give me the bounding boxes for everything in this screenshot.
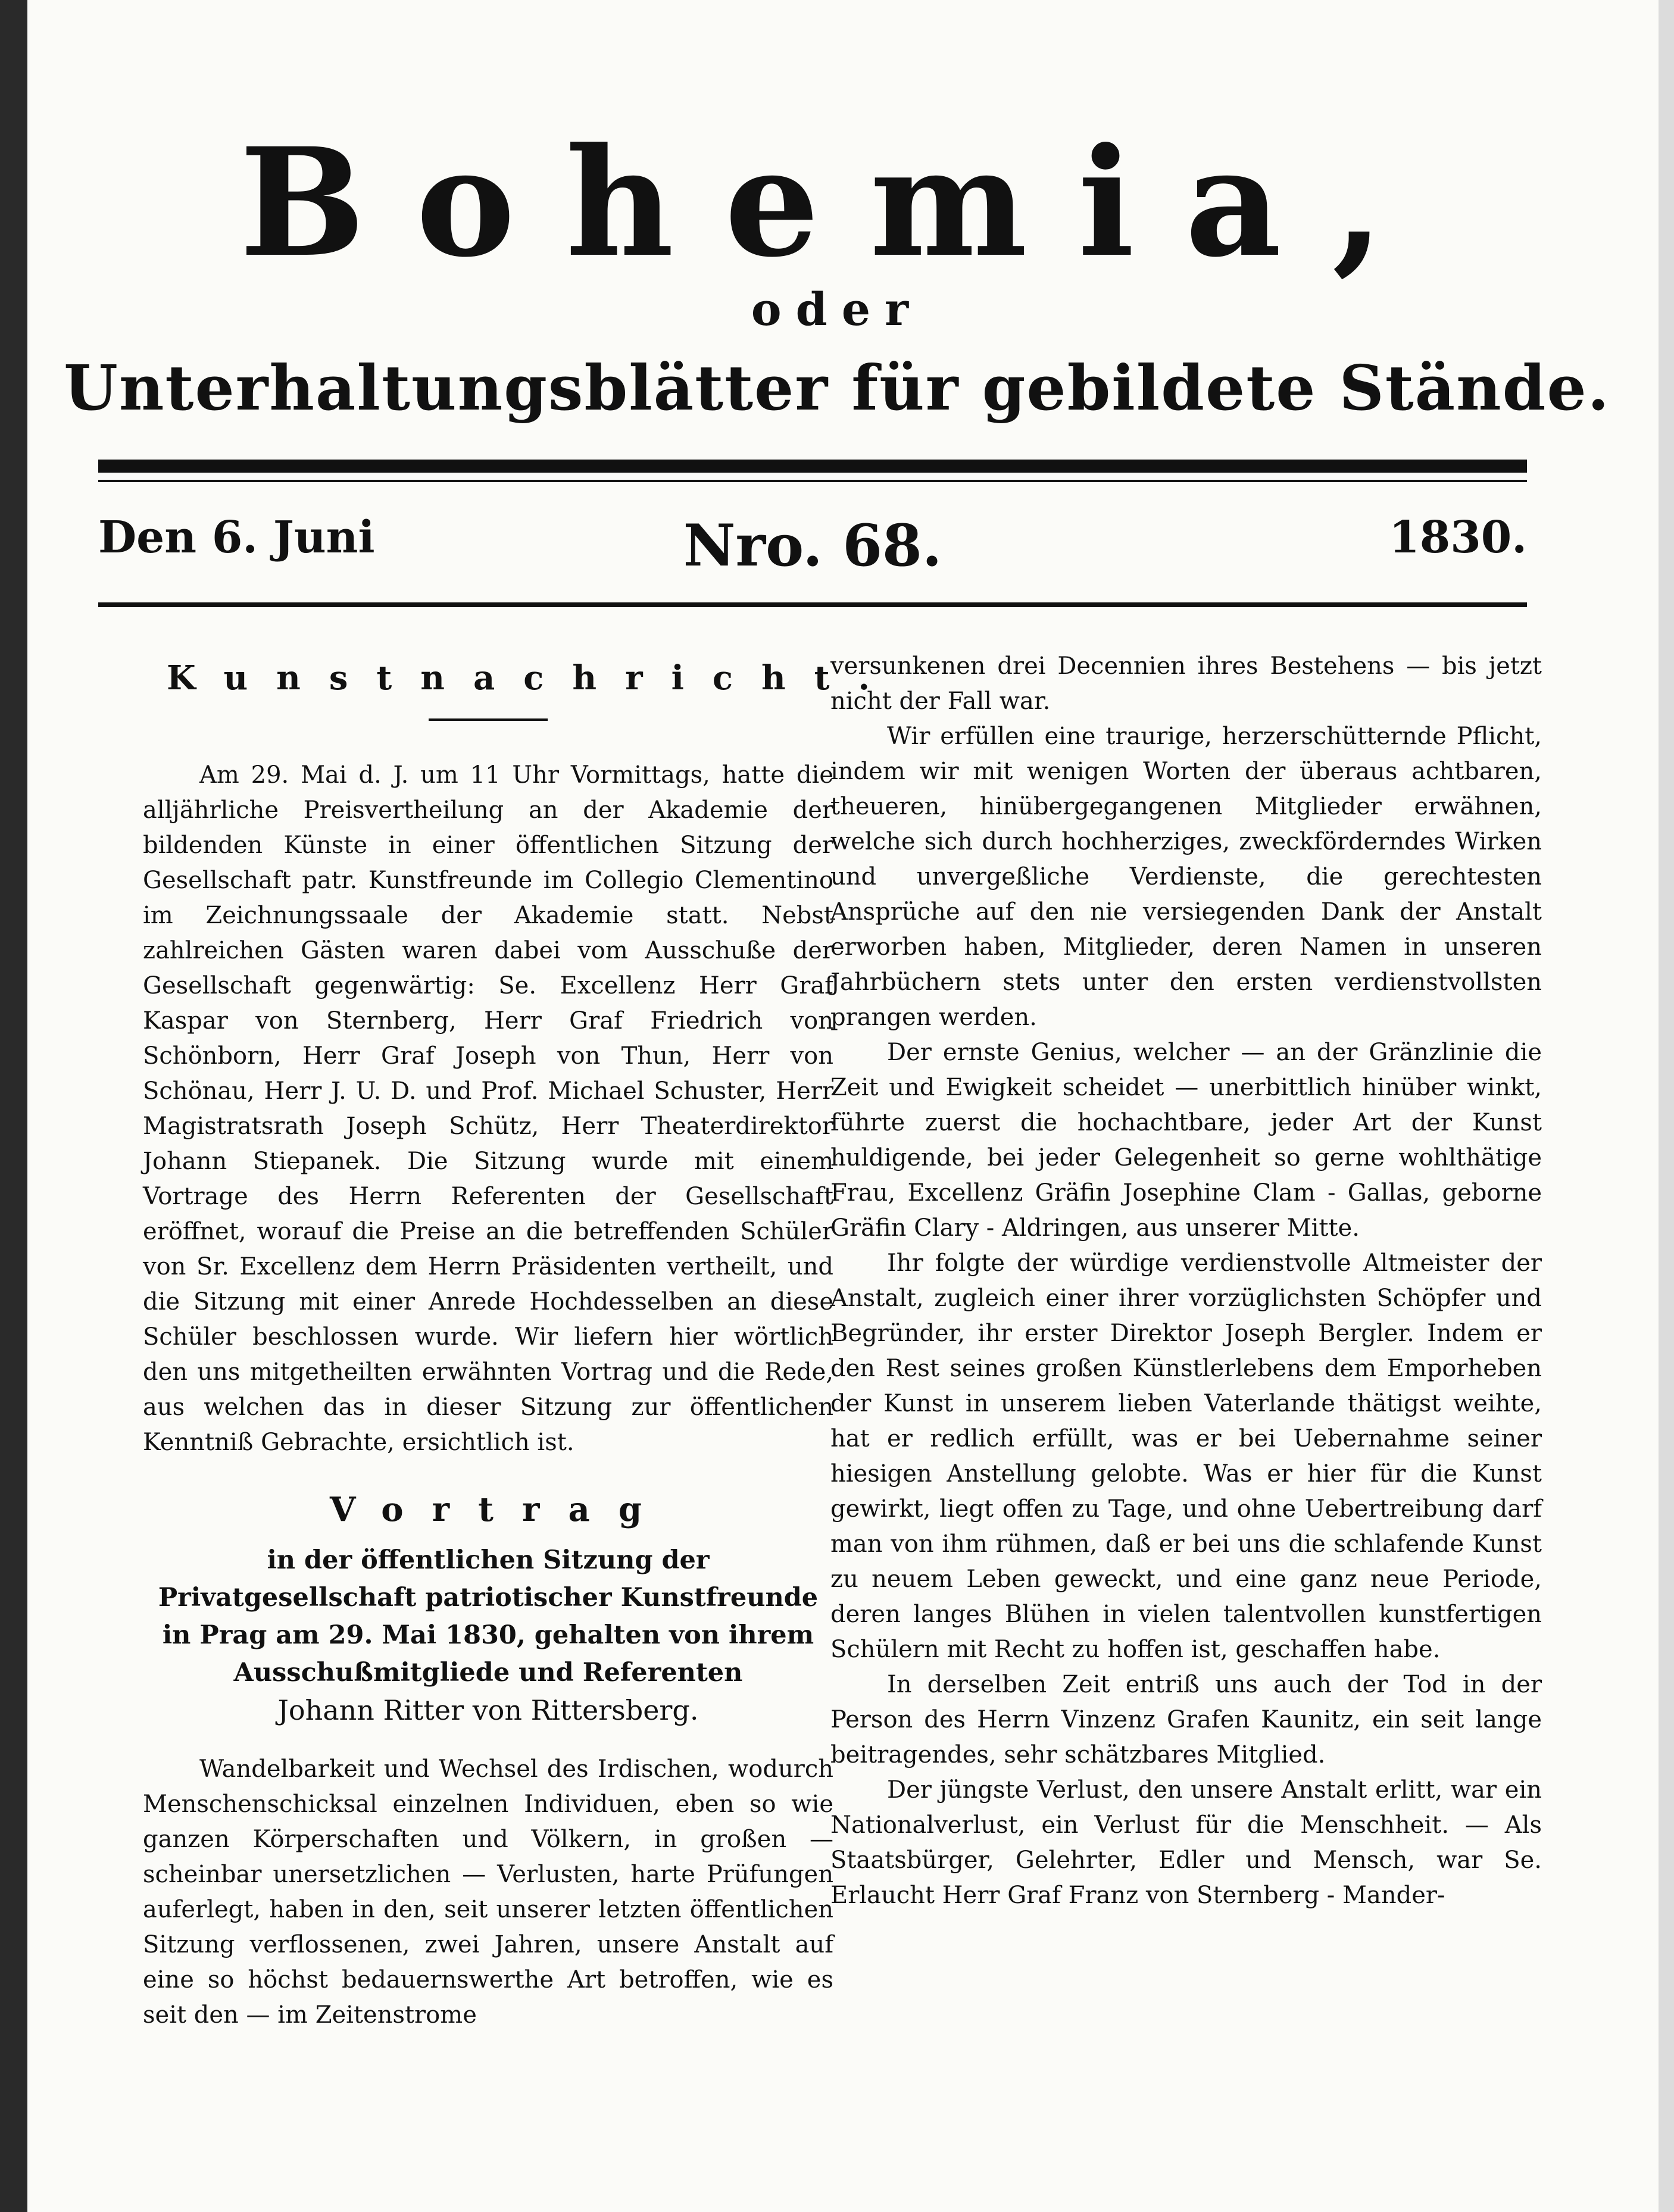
section-heading-kunstnachricht: Kunstnachricht. xyxy=(167,658,899,698)
vortrag-author: Johann Ritter von Rittersberg. xyxy=(277,1694,699,1726)
masthead-oder: oder xyxy=(751,283,923,336)
paragraph-continued: versunkenen drei Decennien ihres Bestehens — bis jetzt nicht der Fall war. xyxy=(830,652,1542,715)
masthead-title: Bohemia, xyxy=(239,115,1435,290)
paragraph: Wir erfüllen eine traurige, herzerschütternde Pflicht, indem wir mit wenigen Worten der überaus achtbaren, theueren, hinübergegangenen Mitglieder erwähnen, welche sich durch hochherziges, zweckförderndes Wirken und unvergeßliche Verdienste, die gerechtesten Ansprüche auf den nie versiegenden Dank der Anstalt erworben haben, Mitglieder, deren Namen in unseren Jahrbüchern stets unter den ersten verdienstvollsten prangen werden. xyxy=(830,723,1542,1031)
paragraph: In derselben Zeit entriß uns auch der Tod in der Person des Herrn Vinzenz Grafen Kaunitz, ein seit lange beitragendes, sehr schätzbares Mitglied. xyxy=(830,1671,1542,1769)
paragraph: Der ernste Genius, welcher — an der Gränzlinie die Zeit und Ewigkeit scheidet — unerbittlich hinüber winkt, führte zuerst die hochachtbare, jeder Art der Kunst huldigende, bei jeder Gelegenheit so gerne wohlthätige Frau, Excellenz Gräfin Josephine Clam - Gallas, geborne Gräfin Clary - Aldringen, aus unserer Mitte. xyxy=(830,1039,1542,1242)
vortrag-subtitle-text: in der öffentlichen Sitzung der Privatgesellschaft patriotischer Kunstfreunde in Prag am 29. Mai 1830, gehalten von ihrem Ausschußmitgliede und Referenten xyxy=(158,1545,819,1688)
issue-year: 1830. xyxy=(1389,512,1527,563)
dateline xyxy=(98,512,1527,577)
left-column xyxy=(143,649,899,2033)
vortrag-paragraph: Wandelbarkeit und Wechsel des Irdischen, wodurch Menschenschicksal einzelnen Individuen, eben so wie ganzen Körperschaften und Völkern, in großen — scheinbar unersetzlichen — Verlusten, harte Prüfungen auferlegt, haben in den, seit unserer letzten öffentlichen Sitzung verflossenen, zwei Jahren, unsere Anstalt auf eine so höchst bedauernswerthe Art betroffen, wie es seit den — im Zeitenstrome xyxy=(143,1755,833,2029)
section-heading-vortrag: Vortrag xyxy=(330,1490,670,1529)
heading-divider xyxy=(429,718,548,721)
issue-date: Den 6. Juni xyxy=(98,512,375,563)
masthead-subtitle: Unterhaltungsblätter für gebildete Stände. xyxy=(64,351,1610,424)
masthead-rule-thin xyxy=(98,480,1527,482)
dateline-rule xyxy=(98,602,1527,607)
masthead-rule-thick xyxy=(98,460,1527,473)
kunstnachricht-paragraph: Am 29. Mai d. J. um 11 Uhr Vormittags, hatte die alljährliche Preisvertheilung an der Akademie der bildenden Künste in einer öffentlichen Sitzung der Gesellschaft patr. Kunstfreunde im Collegio Clementino im Zeichnungssaale der Akademie statt. Nebst zahlreichen Gästen waren dabei vom Ausschuße der Gesellschaft gegenwärtig: Se. Excellenz Herr Graf Kaspar von Sternberg, Herr Graf Friedrich von Schönborn, Herr Graf Joseph von Thun, Herr von Schönau, Herr J. U. D. und Prof. Michael Schuster, Herr Magistratsrath Joseph Schütz, Herr Theaterdirektor Johann Stiepanek. Die Sitzung wurde mit einem Vortrage des Herrn Referenten der Gesellschaft eröffnet, worauf die Preise an die betreffenden Schüler von Sr. Excellenz dem Herrn Präsidenten vertheilt, und die Sitzung mit einer Anrede Hochdesselben an diese Schüler beschlossen wurde. Wir liefern hier wörtlich den uns mitgetheilten erwähnten Vortrag und die Rede, aus welchen das in dieser Sitzung zur öffentlichen Kenntniß Gebrachte, ersichtlich ist. xyxy=(143,761,833,1456)
paragraph: Der jüngste Verlust, den unsere Anstalt erlitt, war ein Nationalverlust, ein Verlust für die Menschheit. — Als Staatsbürger, Gelehrter, Edler und Mensch, war Se. Erlaucht Herr Graf Franz von Sternberg - Mander- xyxy=(830,1776,1542,1909)
paragraph: Ihr folgte der würdige verdienstvolle Altmeister der Anstalt, zugleich einer ihrer vorzüglichsten Schöpfer und Begründer, ihr erster Direktor Joseph Bergler. Indem er den Rest seines großen Künstlerlebens dem Emporheben der Kunst in unserem lieben Vaterlande thätigst weihte, hat er redlich erfüllt, was er bei Uebernahme seiner hiesigen Anstellung gelobte. Was er hier für die Kunst gewirkt, liegt offen zu Tage, und ohne Uebertreibung darf man von ihm rühmen, daß er bei uns die schlafende Kunst zu neuem Leben geweckt, und eine ganz neue Periode, deren langes Blühen in vielen talentvollen kunstfertigen Schülern mit Recht zu hoffen ist, geschaffen habe. xyxy=(830,1249,1542,1663)
vortrag-subtitle xyxy=(143,1542,833,1730)
issue-number: Nro. 68. xyxy=(683,512,942,579)
right-column xyxy=(830,649,1542,1913)
